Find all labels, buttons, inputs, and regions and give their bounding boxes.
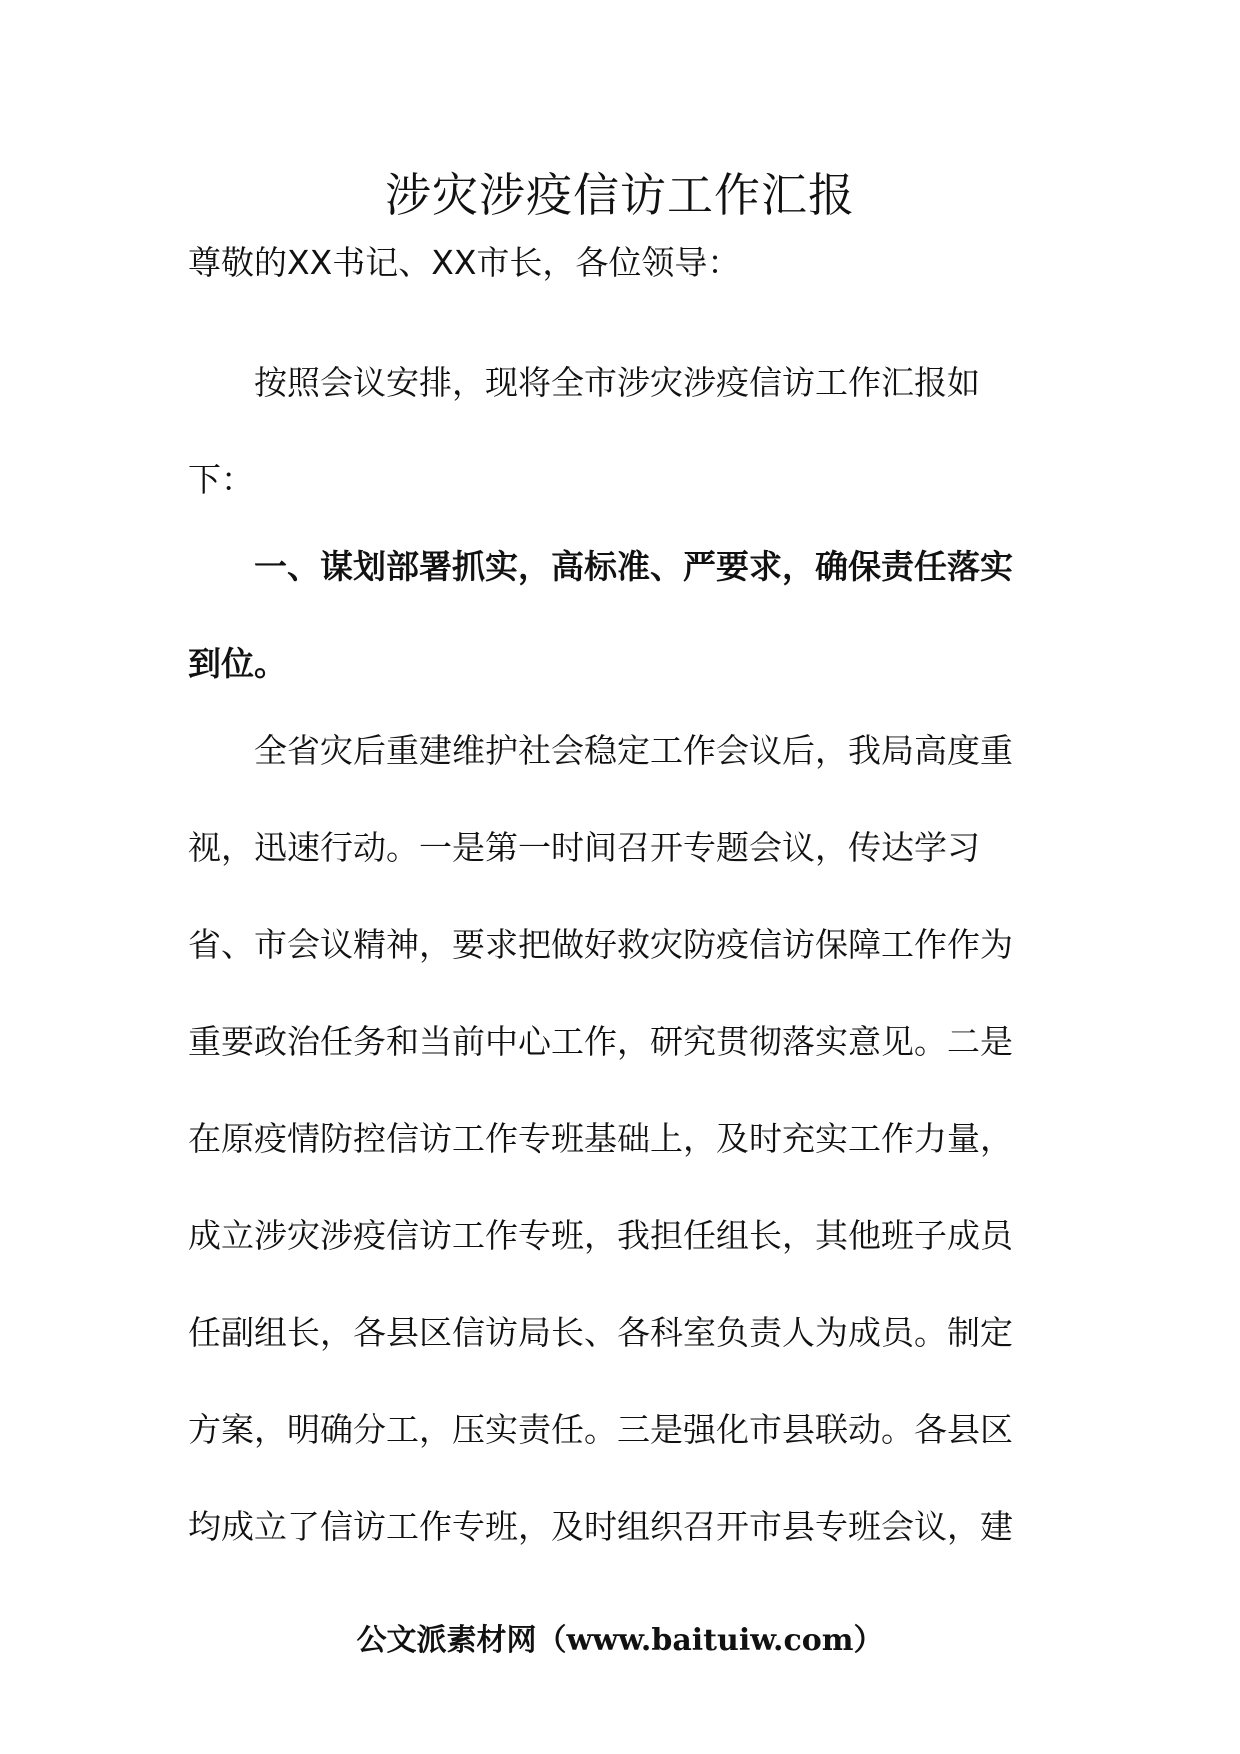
heading-line: 一、谋划部署抓实，高标准、严要求，确保责任落实 — [254, 547, 1013, 586]
paragraph-intro — [188, 334, 1064, 528]
paragraph-body — [188, 702, 1064, 1575]
paragraph-line: 省、市会议精神，要求把做好救灾防疫信访保障工作作为 — [188, 925, 1013, 964]
paragraph-line: 方案，明确分工，压实责任。三是强化市县联动。各县区 — [188, 1410, 1013, 1449]
paragraph-line: 在原疫情防控信访工作专班基础上，及时充实工作力量， — [188, 1119, 1013, 1158]
heading-line: 到位。 — [188, 644, 287, 683]
paragraph-line: 成立涉灾涉疫信访工作专班，我担任组长，其他班子成员 — [188, 1216, 1013, 1255]
paragraph-line: 下： — [188, 460, 254, 499]
footer-source: 公文派素材网（www.baituiw.com） — [356, 1623, 884, 1658]
paragraph-line: 均成立了信访工作专班，及时组织召开市县专班会议，建 — [188, 1507, 1013, 1546]
paragraph-line: 视，迅速行动。一是第一时间召开专题会议，传达学习 — [188, 828, 980, 867]
paragraph-line: 任副组长，各县区信访局长、各科室负责人为成员。制定 — [188, 1313, 1013, 1352]
salutation: 尊敬的XX书记、XX市长，各位领导： — [188, 243, 741, 282]
document-title: 涉灾涉疫信访工作汇报 — [385, 168, 855, 222]
paragraph-line: 按照会议安排，现将全市涉灾涉疫信访工作汇报如 — [254, 363, 980, 402]
section-heading-1 — [188, 518, 1064, 712]
paragraph-line: 重要政治任务和当前中心工作，研究贯彻落实意见。二是 — [188, 1022, 1013, 1061]
paragraph-line: 全省灾后重建维护社会稳定工作会议后，我局高度重 — [254, 731, 1013, 770]
